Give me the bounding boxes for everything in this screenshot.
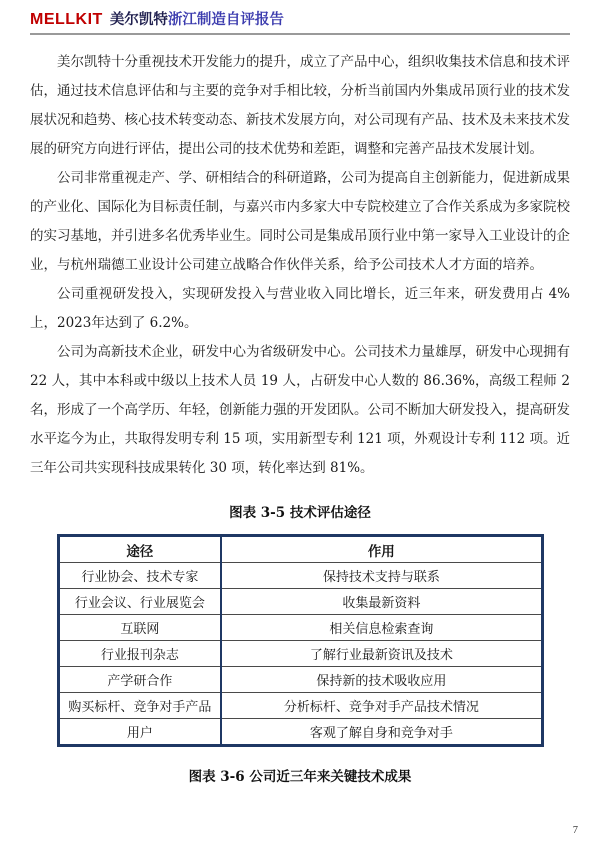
body-paragraph-2: 公司非常重视走产、学、研相结合的科研道路，公司为提高自主创新能力，促进新成果的产业化、国际化为目标责任制，与嘉兴市内多家大中专院校建立了合作关系成为多家院校的实习基地，并引进多名优秀毕业生。同时公司是集成吊顶行业中第一家导入工业设计的企业，与杭州瑞德工业设计公司建立战略合作伙伴关系，给予公司技术人才方面的培养。 (30, 170, 570, 273)
page-number: 7 (572, 825, 578, 836)
table-cell-role: 客观了解自身和竞争对手 (221, 719, 542, 746)
brand-logo: MELLKIT (30, 11, 103, 28)
table-cell-way: 行业协会、技术专家 (58, 563, 221, 589)
body-paragraph-3: 公司重视研发投入，实现研发投入与营业收入同比增长，近三年来，研发费用占 4%上，2023年达到了 6.2%。 (30, 286, 570, 331)
report-title-document: 浙江制造自评报告 (167, 11, 284, 28)
table-cell-way: 购买标杆、竞争对手产品 (58, 693, 221, 719)
table-row (58, 563, 542, 589)
figure-caption-3-6: 图表 3-6 公司近三年来关键技术成果 (188, 769, 412, 785)
table-row (58, 719, 542, 746)
document-body (30, 48, 570, 483)
table-cell-way: 行业报刊杂志 (58, 641, 221, 667)
table-header-role: 作用 (221, 536, 542, 563)
table-cell-way: 行业会议、行业展览会 (58, 589, 221, 615)
table-cell-role: 保持技术支持与联系 (221, 563, 542, 589)
page-header (30, 0, 570, 35)
table-row (58, 589, 542, 615)
table-row (58, 667, 542, 693)
table-header-row (58, 536, 542, 563)
tech-evaluation-table (57, 534, 544, 747)
body-paragraph-1: 美尔凯特十分重视技术开发能力的提升，成立了产品中心，组织收集技术信息和技术评估，通过技术信息评估和与主要的竞争对手相比较，分析当前国内外集成吊顶行业的技术发展状况和趋势、核心技术转变动态、新技术发展方向，对公司现有产品、技术及未来技术发展的研究方向进行评估，提出公司的技术优势和差距，调整和完善产品技术发展计划。 (30, 54, 570, 157)
table-cell-way: 用户 (58, 719, 221, 746)
table-cell-way: 产学研合作 (58, 667, 221, 693)
table-caption-3-5: 图表 3-5 技术评估途径 (229, 505, 371, 521)
body-paragraph-4: 公司为高新技术企业，研发中心为省级研发中心。公司技术力量雄厚，研发中心现拥有 22 人，其中本科或中级以上技术人员 19 人，占研发中心人数的 86.36%，高级工程师 2 名，形成了一个高学历、年轻，创新能力强的开发团队。公司不断加大研发投入，提高研发水平迄今为止，共取得发明专利 15 项，实用新型专利 121 项，外观设计专利 112 项。近三年公司共实现科技成果转化 30 项，转化率达到 81%。 (30, 344, 570, 476)
table-cell-way: 互联网 (58, 615, 221, 641)
table-cell-role: 保持新的技术吸收应用 (221, 667, 542, 693)
table-cell-role: 相关信息检索查询 (221, 615, 542, 641)
table-cell-role: 了解行业最新资讯及技术 (221, 641, 542, 667)
table-header-way: 途径 (126, 543, 154, 560)
table-row (58, 615, 542, 641)
table-row (58, 641, 542, 667)
table-cell-role: 分析标杆、竞争对手产品技术情况 (221, 693, 542, 719)
table-row (58, 693, 542, 719)
report-title-company: 美尔凯特 (109, 11, 168, 28)
table-cell-role: 收集最新资料 (221, 589, 542, 615)
